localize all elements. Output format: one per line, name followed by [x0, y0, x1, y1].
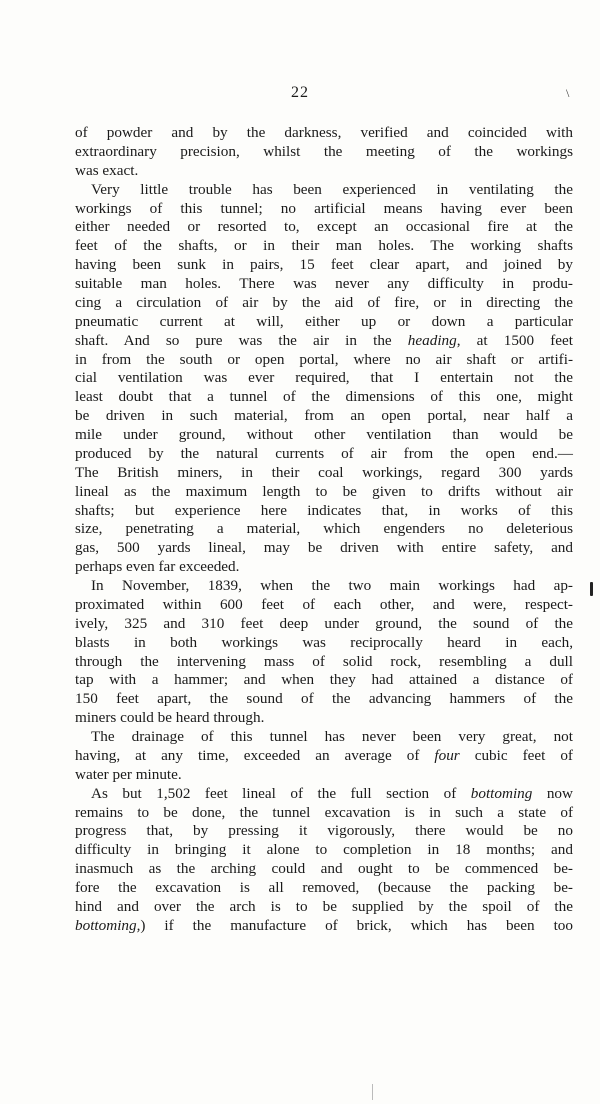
text-line: ively, 325 and 310 feet deep under ground, the sound of the	[75, 614, 573, 632]
text-line: of powder and by the darkness, verified and coincided with	[75, 124, 573, 141]
bottom-edge-mark	[372, 1084, 373, 1100]
text-line: hind and over the arch is to be supplied by the spoil of the	[75, 897, 573, 915]
italic-word: bottoming	[470, 784, 533, 802]
text-line	[75, 747, 573, 766]
text-segment: now	[532, 784, 573, 802]
text-line: having been sunk in pairs, 15 feet clear apart, and joined by	[75, 256, 573, 274]
text-line: The British miners, in their coal workings, regard 300 yards	[75, 463, 573, 481]
text-line: gas, 500 yards lineal, may be driven with entire safety, and	[75, 539, 573, 557]
text-segment: cubic feet of	[459, 746, 573, 764]
text-segment: having, at any time, exceeded an average of	[75, 746, 435, 764]
italic-word: bottoming,	[75, 916, 141, 934]
paragraph-start: The drainage of this tunnel has never been very great, not	[91, 728, 573, 745]
text-line: cing a circulation of air by the aid of fire, or in directing the	[75, 293, 573, 311]
text-line: proximated within 600 feet of each other, and were, respect-	[75, 595, 573, 613]
text-line	[75, 917, 573, 936]
text-line: extraordinary precision, whilst the meeting of the workings	[75, 142, 573, 160]
text-line: was exact.	[75, 161, 139, 179]
text-line: size, penetrating a material, which engenders no deleterious	[75, 520, 573, 538]
text-line: mile under ground, without other ventilation than would be	[75, 426, 573, 443]
text-line: progress that, by pressing it vigorously, there would be no	[75, 822, 573, 840]
text-line: in from the south or open portal, where no air shaft or artifi-	[75, 350, 573, 368]
text-segment: , at 1500 feet	[456, 331, 573, 349]
text-line: blasts in both workings was reciprocally heard in each,	[75, 633, 573, 651]
corner-mark: \	[566, 86, 570, 100]
paragraph-start	[75, 785, 573, 804]
text-line: least doubt that a tunnel of the dimensions of this one, might	[75, 388, 573, 406]
text-line: 150 feet apart, the sound of the advancing hammers of the	[75, 690, 573, 708]
text-line: either needed or resorted to, except an occasional fire at the	[75, 218, 573, 236]
paragraph-start: In November, 1839, when the two main workings had ap-	[91, 577, 573, 594]
text-line: produced by the natural currents of air from the open end.—	[75, 444, 573, 462]
text-line: perhaps even far exceeded.	[75, 558, 240, 576]
paragraph-start: Very little trouble has been experienced in ventilating the	[91, 180, 573, 198]
text-line: tap with a hammer; and when they had attained a distance of	[75, 671, 573, 689]
text-line: lineal as the maximum length to be given to drifts without air	[75, 482, 573, 500]
text-segment: ) if the manufacture of brick, which has been too	[140, 916, 573, 934]
margin-mark	[590, 582, 593, 596]
italic-word: four	[434, 746, 460, 764]
page-number: 22	[291, 84, 309, 101]
body-text	[75, 124, 573, 936]
text-line: remains to be done, the tunnel excavation is in such a state of	[75, 803, 573, 821]
text-line: cial ventilation was ever required, that I entertain not the	[75, 369, 573, 387]
text-segment: As but 1,502 feet lineal of the full section of	[91, 784, 471, 802]
text-line: fore the excavation is all removed, (because the packing be-	[75, 879, 573, 896]
text-line: miners could be heard through.	[75, 709, 265, 727]
text-line: difficulty in bringing it alone to completion in 18 months; and	[75, 841, 573, 859]
text-line: workings of this tunnel; no artificial means having ever been	[75, 199, 573, 217]
text-line: through the intervening mass of solid rock, resembling a dull	[75, 652, 573, 670]
text-segment: shaft. And so pure was the air in the	[75, 331, 408, 349]
text-line	[75, 332, 573, 351]
text-line: water per minute.	[75, 765, 182, 783]
text-line: pneumatic current at will, either up or down a particular	[75, 312, 573, 330]
italic-word: heading	[407, 331, 457, 349]
text-line: inasmuch as the arching could and ought to be commenced be-	[75, 860, 573, 878]
text-line: be driven in such material, from an open portal, near half a	[75, 407, 573, 425]
text-line: shafts; but experience here indicates that, in works of this	[75, 501, 573, 519]
text-line: feet of the shafts, or in their man holes. The working shafts	[75, 237, 573, 255]
text-line: suitable man holes. There was never any difficulty in produ-	[75, 275, 573, 292]
